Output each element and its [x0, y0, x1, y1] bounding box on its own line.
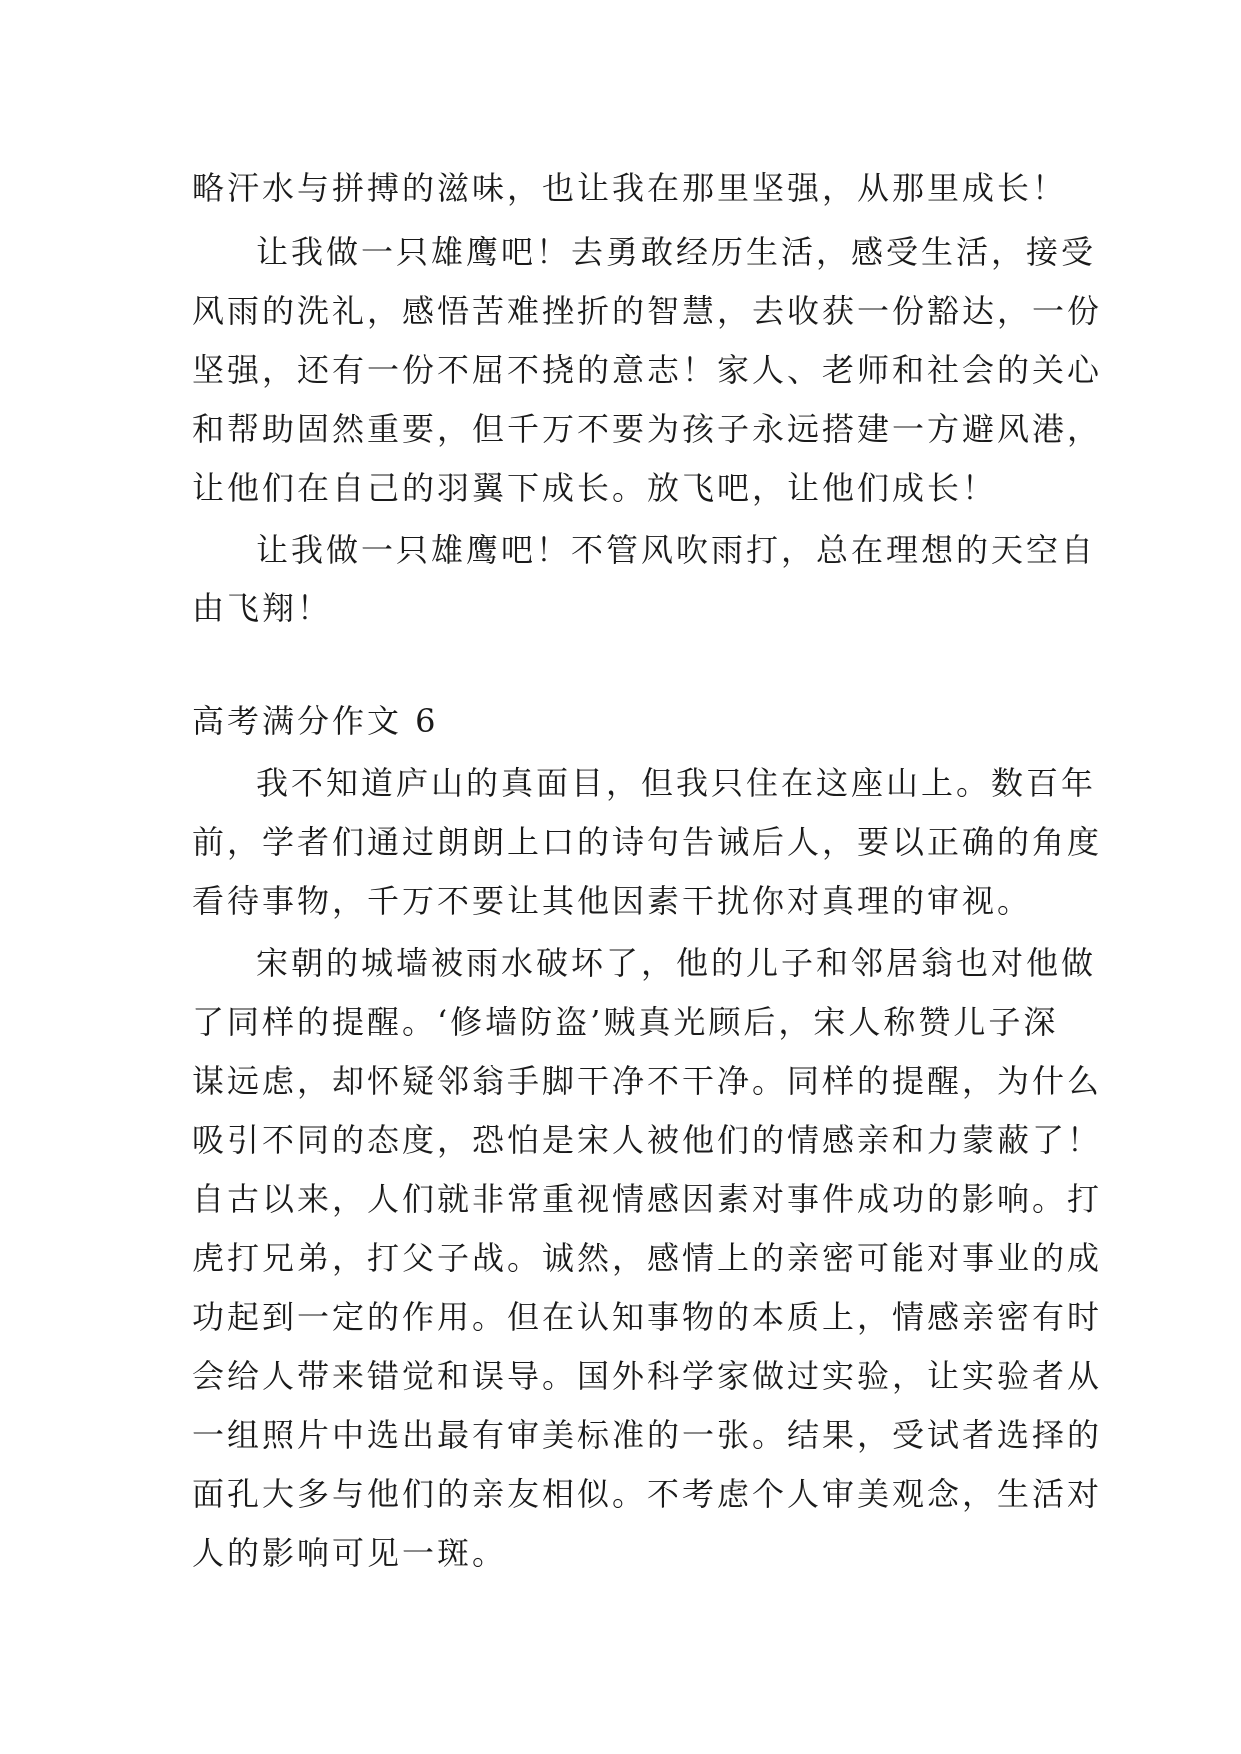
text-line: 吸引不同的态度，恐怕是宋人被他们的情感亲和力蒙蔽了！	[192, 1121, 1103, 1159]
paragraph-start-line: 让我做一只雄鹰吧！不管风吹雨打，总在理想的天空自	[256, 531, 1097, 569]
text-line: 人的影响可见一斑。	[192, 1534, 508, 1572]
paragraph-start-line: 我不知道庐山的真面目，但我只住在这座山上。数百年	[256, 764, 1097, 802]
text-line: 面孔大多与他们的亲友相似。不考虑个人审美观念，生活对	[192, 1475, 1103, 1513]
text-line: 了同样的提醒。‘修墙防盗’贼真光顾后，宋人称赞儿子深	[192, 1003, 1059, 1041]
paragraph-start-line: 宋朝的城墙被雨水破坏了，他的儿子和邻居翁也对他做	[256, 944, 1097, 982]
text-line: 一组照片中选出最有审美标准的一张。结果，受试者选择的	[192, 1416, 1103, 1454]
text-line: 前，学者们通过朗朗上口的诗句告诫后人，要以正确的角度	[192, 823, 1103, 861]
text-line: 让他们在自己的羽翼下成长。放飞吧，让他们成长！	[192, 469, 998, 507]
text-line: 会给人带来错觉和误导。国外科学家做过实验，让实验者从	[192, 1357, 1103, 1395]
text-line: 风雨的洗礼，感悟苦难挫折的智慧，去收获一份豁达，一份	[192, 292, 1103, 330]
text-line: 谋远虑，却怀疑邻翁手脚干净不干净。同样的提醒，为什么	[192, 1062, 1103, 1100]
text-line: 坚强，还有一份不屈不挠的意志！家人、老师和社会的关心	[192, 351, 1103, 389]
text-line: 略汗水与拼搏的滋味，也让我在那里坚强，从那里成长！	[192, 169, 1068, 207]
text-line: 虎打兄弟，打父子战。诚然，感情上的亲密可能对事业的成	[192, 1239, 1103, 1277]
section-heading: 高考满分作文 6	[192, 702, 439, 740]
text-line: 功起到一定的作用。但在认知事物的本质上，情感亲密有时	[192, 1298, 1103, 1336]
paragraph-start-line: 让我做一只雄鹰吧！去勇敢经历生活，感受生活，接受	[256, 233, 1097, 271]
text-line: 看待事物，千万不要让其他因素干扰你对真理的审视。	[192, 882, 1033, 920]
text-line: 自古以来，人们就非常重视情感因素对事件成功的影响。打	[192, 1180, 1103, 1218]
text-line: 由飞翔！	[192, 589, 333, 627]
text-line: 和帮助固然重要，但千万不要为孩子永远搭建一方避风港，	[192, 410, 1103, 448]
